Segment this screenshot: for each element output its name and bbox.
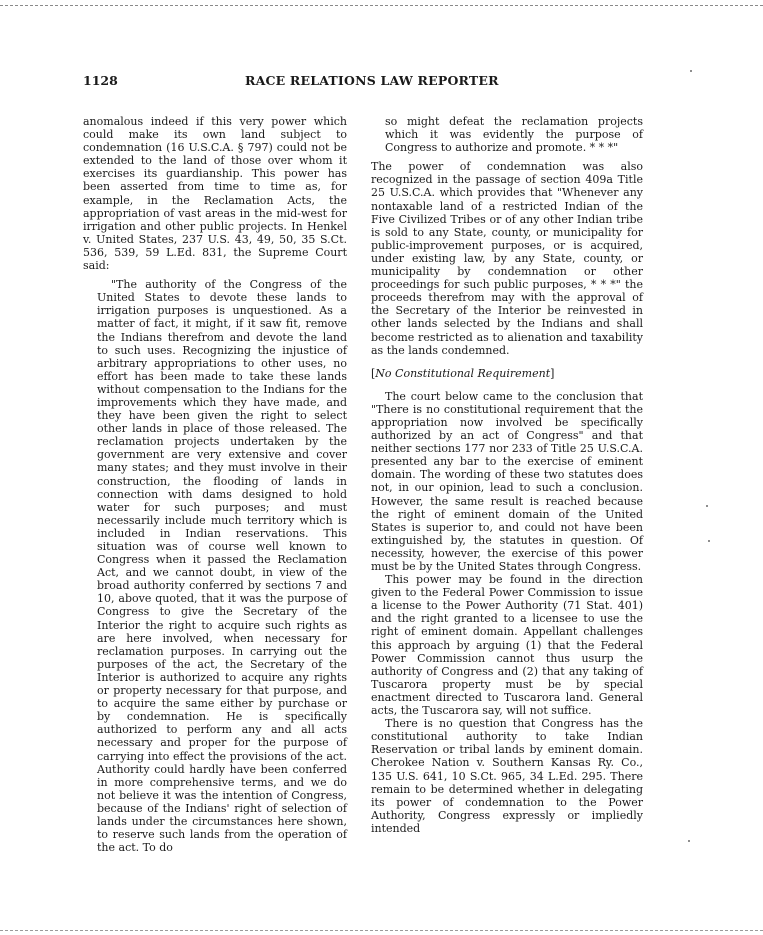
henkel-quotation-continued: so might defeat the reclamation projects which it was evidently the purpose of Congress to authorize and promote. * * *" xyxy=(385,115,643,155)
section-heading-close-bracket: ] xyxy=(550,366,555,380)
left-column xyxy=(83,115,347,854)
section-heading xyxy=(371,367,643,380)
right-paragraph-2: The court below came to the conclusion that "There is no constitutional requirement that the appropriation now involved be specifically authorized by an act of Congress" and that neither sections 177 nor 233 of Title 25 U.S.C.A. presented any bar to the exercise of eminent domain. The wording of these two statutes does not, in our opinion, lead to such a conclusion. However, the same result is reached because the right of eminent domain of the United States is superior to, and could not have been extinguished by, the statutes in question. Of necessity, however, the exercise of this power must be by the United States through Congress. xyxy=(371,389,643,573)
right-paragraph-1: The power of condemnation was also recognized in the passage of section 409a Title 25 U.S.C.A. which provides that "Whenever any nontaxable land of a restricted Indian of the Five Civilized Tribes or of any other Indian tribe is sold to any State, county, or municipality for public-improvement purposes, or is acquired, under existing law, by any State, county, or municipality by condemnation or other proceedings for such public purposes, * * *" the proceeds therefrom may with the approval of the Secretary of the Interior be reinvested in other lands selected by the Indians and shall become restricted as to alienation and taxability as the lands condemned. xyxy=(371,160,643,357)
page-number: 1128 xyxy=(83,73,118,88)
top-border-rule xyxy=(0,5,763,6)
left-paragraph-1: anomalous indeed if this very power which could make its own land subject to condemnation (16 U.S.C.A. § 797) could not be extended to the land of those over whom it exercises its guardianship. This power has been asserted from time to time as, for example, in the Reclamation Acts, the appropriation of vast areas in the mid-west for irrigation and other public projects. In Henkel v. United States, 237 U.S. 43, 49, 50, 35 S.Ct. 536, 539, 59 L.Ed. 831, the Supreme Court said: xyxy=(83,115,347,273)
scan-speck xyxy=(688,840,690,842)
section-heading-open-bracket: [ xyxy=(371,366,376,380)
right-paragraph-4: There is no question that Congress has the constitutional authority to take Indian Reservation or tribal lands by eminent domain. Cherokee Nation v. Southern Kansas Ry. Co., 135 U.S. 641, 10 S.Ct. 965, 34 L.Ed. 295. There remain to be determined whether in delegating its power of condemnation to the Power Authority, Congress expressly or impliedly intended xyxy=(371,717,643,835)
right-paragraph-3: This power may be found in the direction given to the Federal Power Commission to issue a license to the Power Authority (71 Stat. 401) and the right granted to a licensee to use the right of eminent domain. Appellant challenges this approach by arguing (1) that the Federal Power Commission cannot thus usurp the authority of Congress and (2) that any taking of Tuscarora property must be by special enactment directed to Tuscarora land. General acts, the Tuscarora say, will not suffice. xyxy=(371,573,643,718)
henkel-quotation: "The authority of the Congress of the United States to devote these lands to irrigation purposes is unquestioned. As a matter of fact, it might, if it saw fit, remove the Indians therefrom and devote the land to such uses. Recognizing the injustice of arbitrary appropriations to other uses, no effort has been made to take these lands without compensation to the Indians for the improvements which they have made, and they have been given the right to select other lands in place of those released. The reclamation projects undertaken by the government are very extensive and cover many states; and they must involve in their construction, the flooding of lands in connection with dams designed to hold water for such purposes; and must necessarily include much territory which is included in Indian reservations. This situation was of course well known to Congress when it passed the Reclamation Act, and we cannot doubt, in view of the broad authority conferred by sections 7 and 10, above quoted, that it was the purpose of Congress to give the Secretary of the Interior the right to acquire such rights as are here involved, when necessary for reclamation purposes. In carrying out the purposes of the act, the Secretary of the Interior is authorized to acquire any rights or property necessary for that purpose, and to acquire the same either by purchase or by condemnation. He is specifically authorized to perform any and all acts necessary and proper for the purpose of carrying into effect the provisions of the act. Authority could hardly have been conferred in more comprehensive terms, and we do not believe it was the intention of Congress, because of the Indians' right of selection of lands under the circumstances here shown, to reserve such lands from the operation of the act. To do xyxy=(97,278,347,855)
section-heading-title: No Constitutional Requirement xyxy=(375,366,551,380)
bottom-border-rule xyxy=(0,930,763,931)
scan-speck xyxy=(708,540,710,542)
running-head: RACE RELATIONS LAW REPORTER xyxy=(245,73,499,88)
scan-speck xyxy=(690,70,692,72)
right-column xyxy=(371,115,643,835)
scan-speck xyxy=(706,505,708,507)
